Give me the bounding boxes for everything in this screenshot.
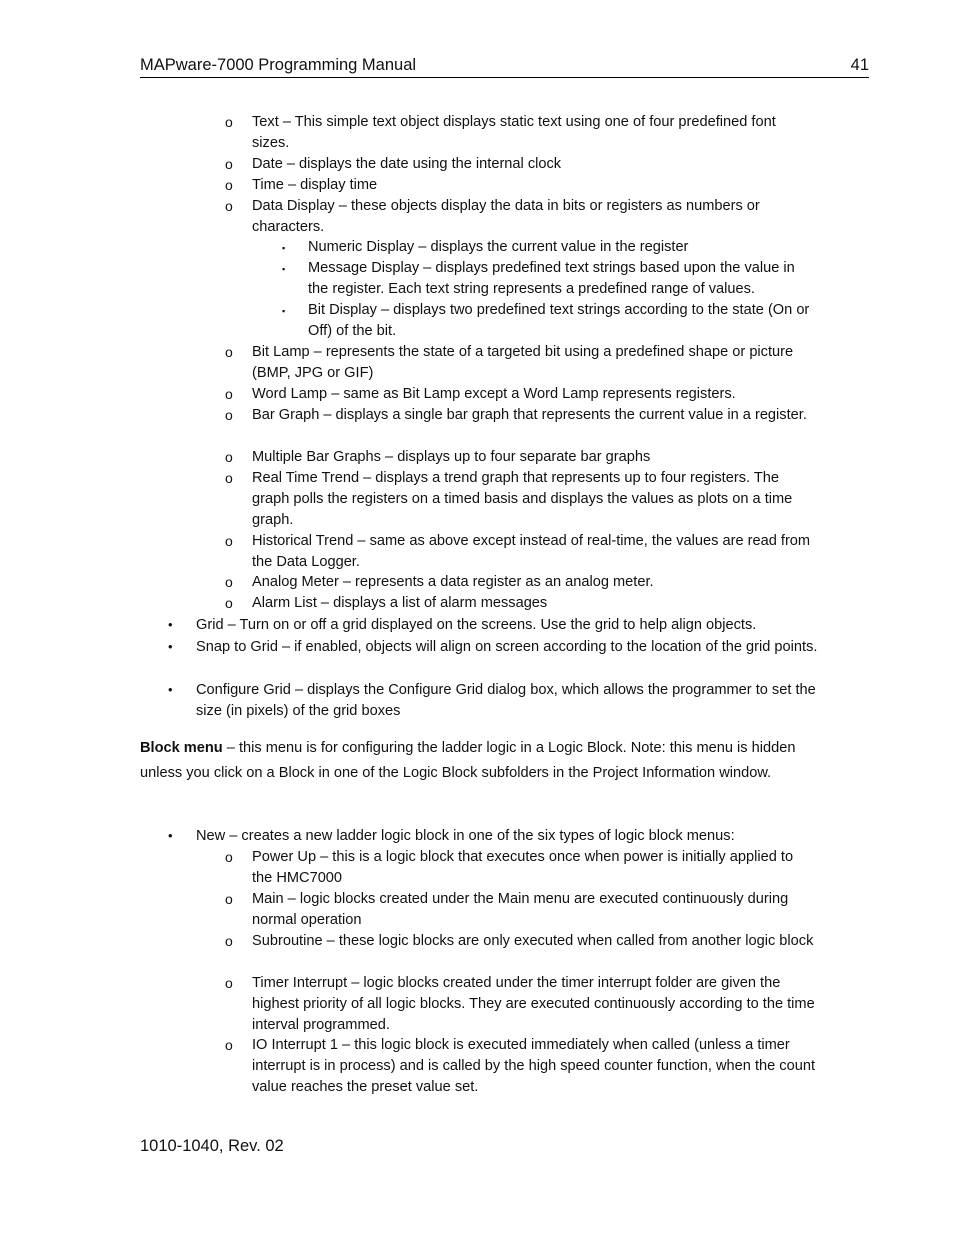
list-item-text: Grid – Turn on or off a grid displayed on the screens. Use the grid to help align objects. xyxy=(196,617,757,633)
manual-title: MAPware-7000 Programming Manual xyxy=(140,56,417,74)
bullet-icon: • xyxy=(168,682,173,697)
list-item-text: Date – displays the date using the internal clock xyxy=(252,156,562,172)
list-item-text: Main – logic blocks created under the Main menu are executed continuously during normal operation xyxy=(252,891,789,928)
list-item-text: Configure Grid – displays the Configure Grid dialog box, which allows the programmer to set the size (in pixels) of the grid boxes xyxy=(196,682,816,719)
bullet-icon: • xyxy=(168,617,173,632)
circle-bullet-icon: o xyxy=(225,407,233,423)
list-item-text: Real Time Trend – displays a trend graph that represents up to four registers. The graph polls the registers on a timed basis and displays the values as plots on a time graph. xyxy=(252,470,793,528)
list-item-text: Bit Lamp – represents the state of a targeted bit using a predefined shape or picture (BMP, JPG or GIF) xyxy=(252,344,794,381)
circle-bullet-icon: o xyxy=(225,574,233,590)
circle-bullet-icon: o xyxy=(225,891,233,907)
list-item-text: Word Lamp – same as Bit Lamp except a Word Lamp represents registers. xyxy=(252,386,736,402)
list-item-text: Subroutine – these logic blocks are only executed when called from another logic block xyxy=(252,933,814,949)
list-item-text: Analog Meter – represents a data register as an analog meter. xyxy=(252,574,654,590)
circle-bullet-icon: o xyxy=(225,114,233,130)
block-menu-heading: Block menu xyxy=(140,740,223,756)
list-item-text: Multiple Bar Graphs – displays up to four separate bar graphs xyxy=(252,449,651,465)
sub-list-item-text: Message Display – displays predefined text strings based upon the value in the register. Each text string represents a predefined range of values. xyxy=(308,260,795,297)
list-item-text: New – creates a new ladder logic block in one of the six types of logic block menus: xyxy=(196,828,735,844)
circle-bullet-icon: o xyxy=(225,177,233,193)
list-item-text: IO Interrupt 1 – this logic block is executed immediately when called (unless a timer interrupt is in process) and is called by the high speed counter function, when the count value reaches the preset value set. xyxy=(252,1037,816,1095)
bullet-icon: • xyxy=(168,828,173,843)
circle-bullet-icon: o xyxy=(225,344,233,360)
bullet-icon: • xyxy=(168,639,173,654)
square-bullet-icon: ▪ xyxy=(282,264,286,274)
circle-bullet-icon: o xyxy=(225,198,233,214)
list-item-text: Time – display time xyxy=(252,177,378,193)
square-bullet-icon: ▪ xyxy=(282,243,286,253)
circle-bullet-icon: o xyxy=(225,849,233,865)
page-header xyxy=(140,56,869,78)
circle-bullet-icon: o xyxy=(225,595,233,611)
list-item-text: Text – This simple text object displays static text using one of four predefined font sizes. xyxy=(252,114,776,151)
list-item-text: Alarm List – displays a list of alarm messages xyxy=(252,595,548,611)
list-item-text: Bar Graph – displays a single bar graph that represents the current value in a register. xyxy=(252,407,807,423)
list-item-text: Data Display – these objects display the data in bits or registers as numbers or characters. xyxy=(252,198,760,235)
page-number: 41 xyxy=(850,56,869,74)
list-item-text: Historical Trend – same as above except instead of real-time, the values are read from the Data Logger. xyxy=(252,533,811,570)
list-item-text: Snap to Grid – if enabled, objects will align on screen according to the location of the grid points. xyxy=(196,639,818,655)
circle-bullet-icon: o xyxy=(225,933,233,949)
square-bullet-icon: ▪ xyxy=(282,306,286,316)
list-item-text: Power Up – this is a logic block that executes once when power is initially applied to the HMC7000 xyxy=(252,849,794,886)
sub-list-item-text: Numeric Display – displays the current value in the register xyxy=(308,239,689,255)
block-menu-body: – this menu is for configuring the ladder logic in a Logic Block. Note: this menu is hidden unless you click on a Block in one of the Logic Block subfolders in the Project Information window. xyxy=(140,740,796,781)
circle-bullet-icon: o xyxy=(225,156,233,172)
circle-bullet-icon: o xyxy=(225,449,233,465)
circle-bullet-icon: o xyxy=(225,975,233,991)
circle-bullet-icon: o xyxy=(225,386,233,402)
list-item-text: Timer Interrupt – logic blocks created under the timer interrupt folder are given the highest priority of all logic blocks. They are executed continuously according to the time interval programmed. xyxy=(252,975,815,1033)
sub-list-item-text: Bit Display – displays two predefined text strings according to the state (On or Off) of the bit. xyxy=(308,302,810,339)
circle-bullet-icon: o xyxy=(225,470,233,486)
circle-bullet-icon: o xyxy=(225,1037,233,1053)
block-menu-paragraph xyxy=(140,736,820,786)
page-footer: 1010-1040, Rev. 02 xyxy=(140,1137,284,1155)
circle-bullet-icon: o xyxy=(225,533,233,549)
